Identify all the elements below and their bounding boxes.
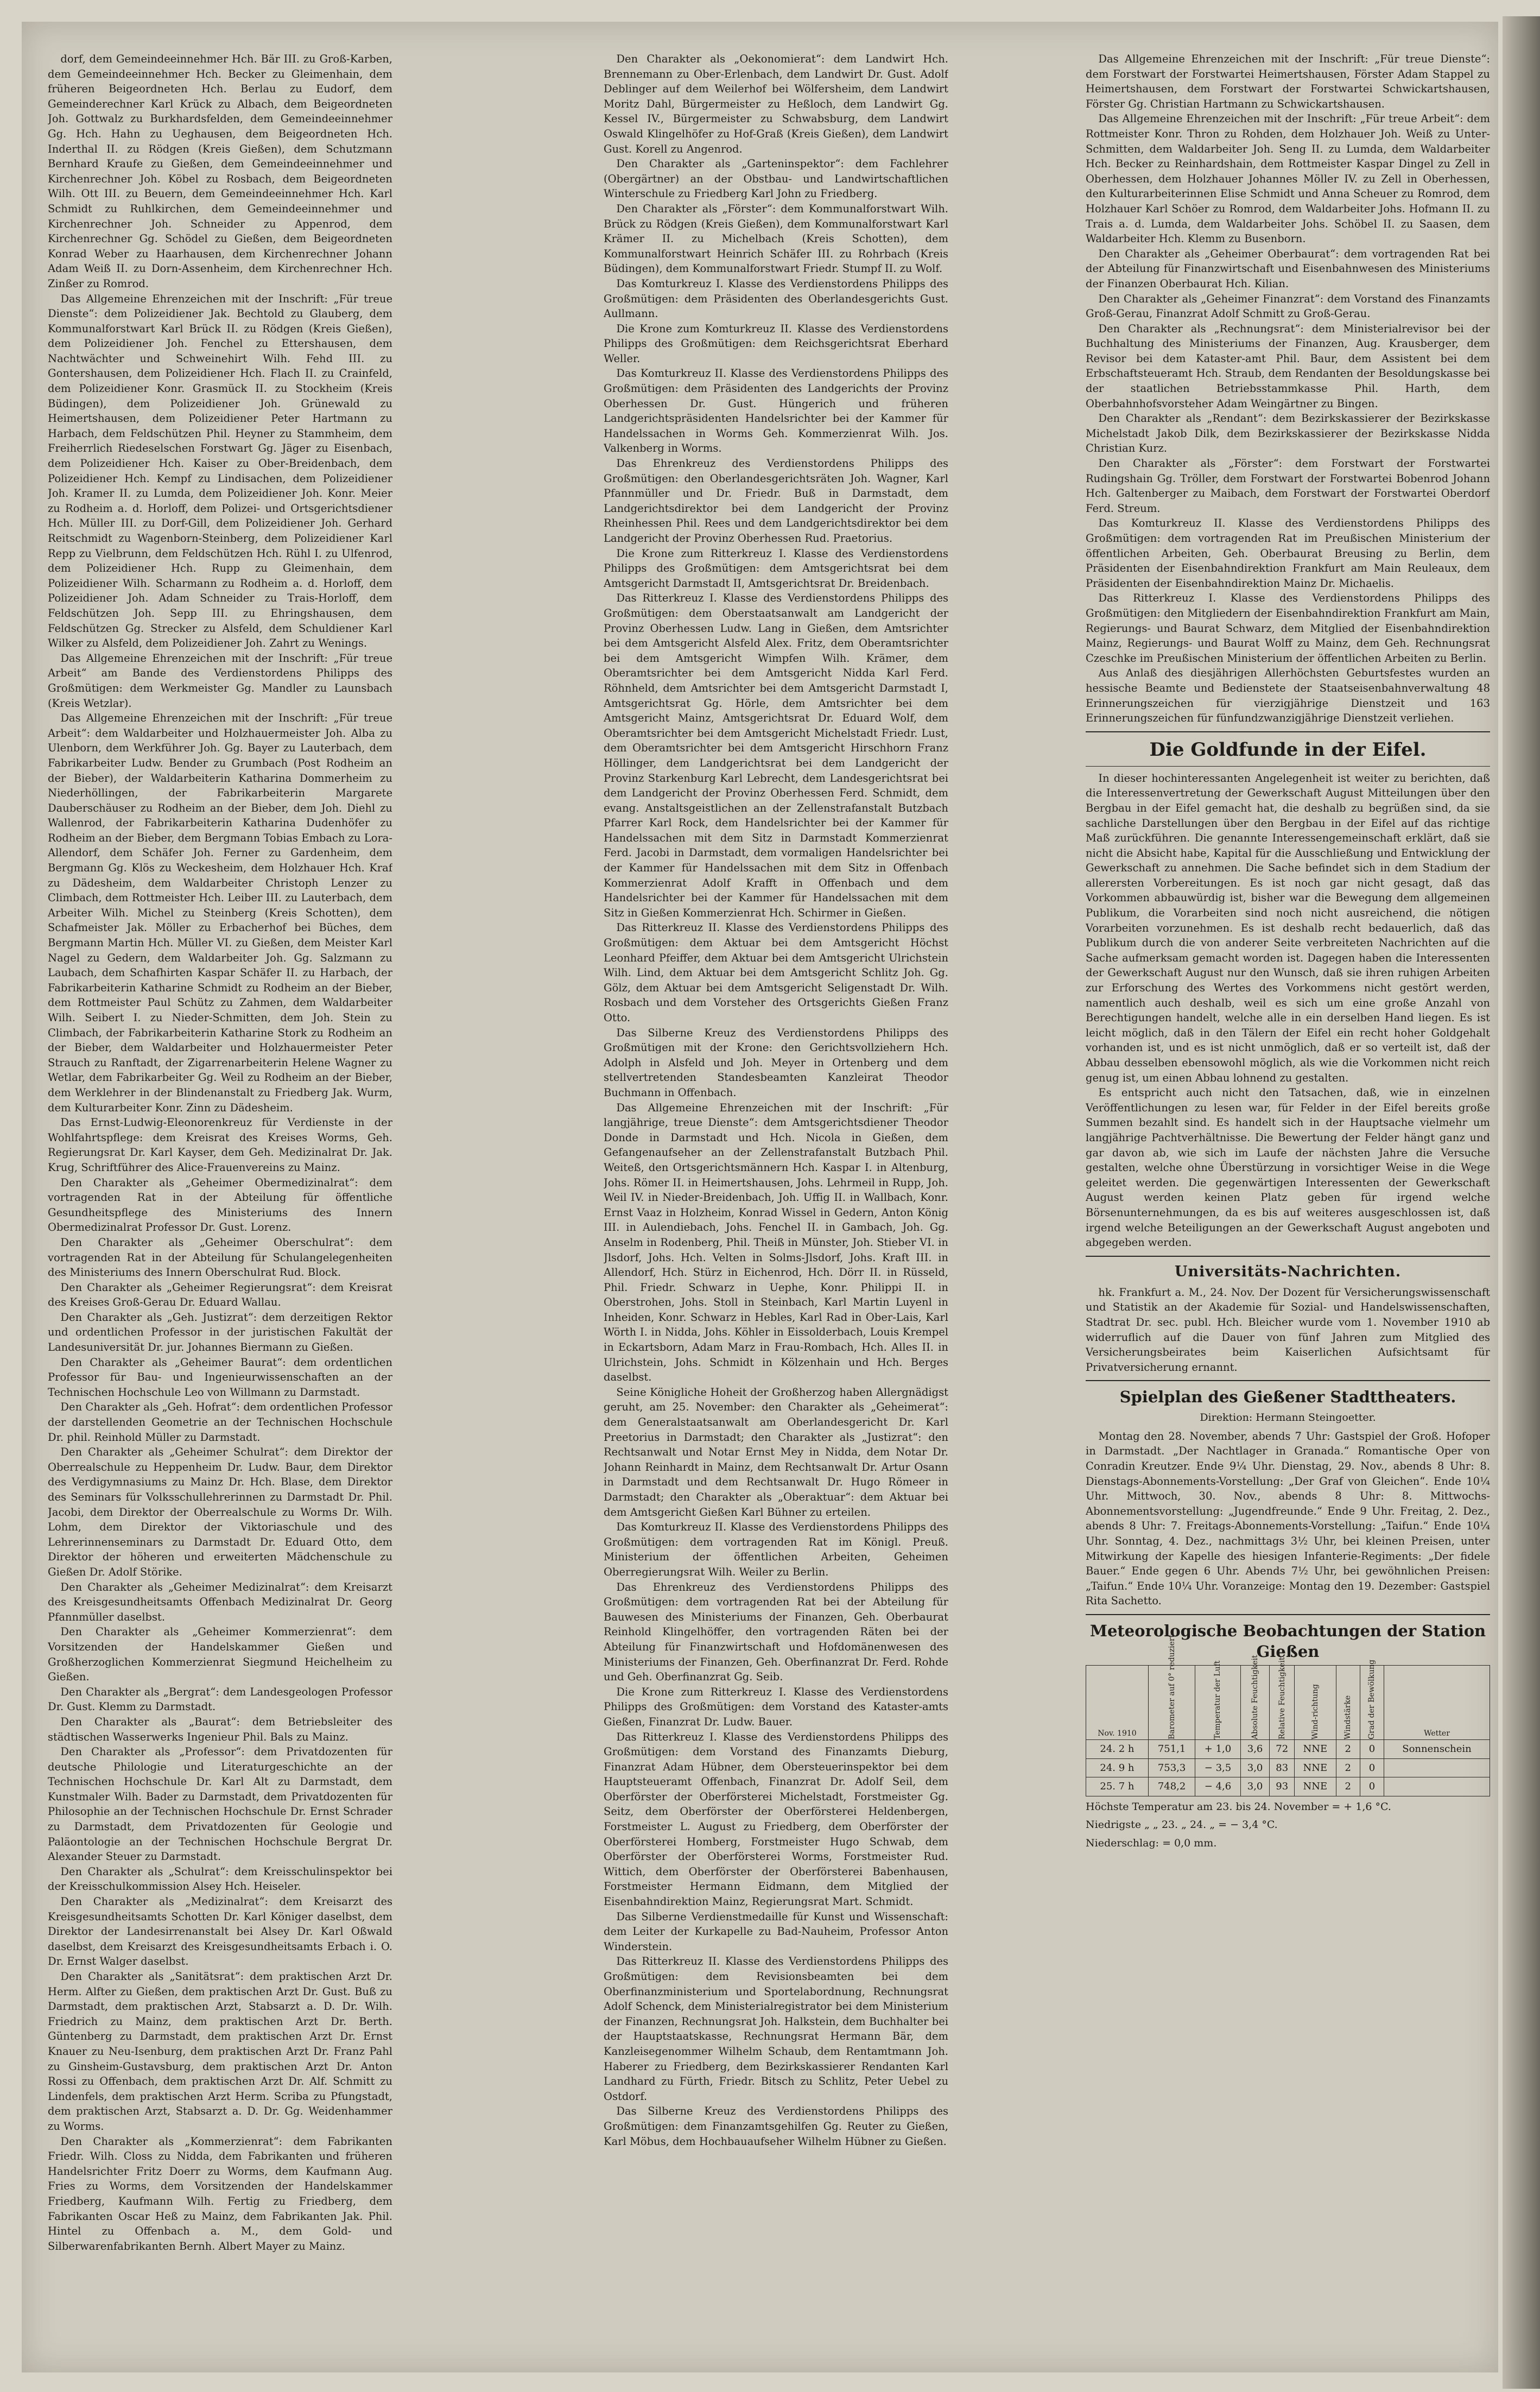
met-header-cell bbox=[1240, 1655, 1270, 1740]
theater-title: Spielplan des Gießener Stadttheaters. bbox=[1119, 1388, 1456, 1407]
paragraph: Das Komturkreuz II. Klasse des Verdienstordens Philipps des Großmütigen: dem Präsidenten des Landgerichts der Provinz Oberhessen Dr. Gust. Hüngerich und früheren Landgerichtspräsidenten Handelsrichter bei der Kammer für Handelssachen in Worms Geh. Kommerzienrat Wilh. Jos. Valkenberg in Worms. bbox=[604, 367, 948, 455]
met-cell: 93 bbox=[1270, 1777, 1295, 1796]
column-3 bbox=[1086, 52, 1490, 2359]
met-header-label: Wind-richtung bbox=[1310, 1684, 1320, 1739]
met-row bbox=[1086, 1777, 1490, 1796]
met-cell: 2 bbox=[1336, 1740, 1360, 1759]
met-high: Höchste Temperatur am 23. bis 24. November = + 1,6 °C. bbox=[1086, 1800, 1391, 1813]
met-cell: Sonnenschein bbox=[1384, 1740, 1490, 1759]
paragraph: Das Komturkreuz II. Klasse des Verdienstordens Philipps des Großmütigen: dem vortragenden Rat im Königl. Preuß. Ministerium der öffentlichen Arbeiten, Geheimen Oberregierungsrat Wilh. Weiler zu Berlin. bbox=[604, 1521, 948, 1578]
paragraph: Den Charakter als „Kommerzienrat“: dem Fabrikanten Friedr. Wilh. Closs zu Nidda, dem Fabrikanten und früheren Handelsrichter Fritz Doerr zu Worms, dem Kaufmann Aug. Fries zu Worms, dem Vorsitzenden der Handelskammer Friedberg, Kaufmann Wilh. Fertig zu Friedberg, dem Fabrikanten Oscar Heß zu Mainz, dem Fabrikanten Jak. Phil. Hintel zu Offenbach a. M., dem Gold- und Silberwarenfabrikanten Bernh. Albert Mayer zu Mainz. bbox=[48, 2135, 392, 2252]
paragraph: Das Ritterkreuz I. Klasse des Verdienstordens Philipps des Großmütigen: dem Oberstaatsanwalt am Landgericht der Provinz Oberhessen Ludw. Lang in Gießen, dem Amtsrichter bei dem Amtsgericht Alsfeld Alex. Fritz, dem Oberamtsrichter bei dem Amtsgericht Wimpfen Wilh. Krämer, dem Oberamtsrichter bei dem Amtsgericht Nidda Karl Ferd. Röhnheld, dem Amtsrichter bei dem Amtsgericht Darmstadt I, Amtsgerichtsrat Gg. Hörle, dem Amtsrichter bei dem Amtsgericht Mainz, Amtsgerichtsrat Dr. Eduard Wolf, dem Oberamtsrichter bei dem Amtsgericht Michelstadt Friedr. Lust, dem Oberamtsrichter bei dem Amtsgericht Hirschhorn Franz Höllinger, dem Landgerichtsrat bei dem Landgericht der Provinz Starkenburg Karl Lebrecht, dem Landesgerichtsrat bei dem Landgericht der Provinz Oberhessen Ferd. Schmidt, dem evang. Anstaltsgeistlichen an der Zellenstrafanstalt Butzbach Pfarrer Karl Rock, dem Handelsrichter bei der Kammer für Handelssachen mit dem Sitz in Darmstadt Kommerzienrat Ferd. Jacobi in Darmstadt, dem vormaligen Handelsrichter bei der Kammer für Handelssachen mit dem Sitz in Offenbach Kommerzienrat Adolf Krafft in Offenbach und dem Handelsrichter bei der Kammer für Handelssachen mit dem Sitz in Gießen Kommerzienrat Hch. Schirmer in Gießen. bbox=[604, 592, 948, 919]
paragraph: Den Charakter als „Geheimer Regierungsrat“: dem Kreisrat des Kreises Groß-Gerau Dr. Eduard Wallau. bbox=[48, 1281, 392, 1309]
paragraph: Den Charakter als „Geheimer Medizinalrat“: dem Kreisarzt des Kreisgesundheitsamts Offenbach Medizinalrat Dr. Georg Pfannmüller daselbst. bbox=[48, 1580, 392, 1623]
paragraph: Das Allgemeine Ehrenzeichen mit der Inschrift: „Für langjährige, treue Dienste“: dem Amtsgerichtsdiener Theodor Donde in Darmstadt und Hch. Nicola in Gießen, dem Gefangenaufseher an der Zellenstrafanstalt Butzbach Phil. Weiteß, den Ortsgerichtsmännern Hch. Kaspar I. in Altenburg, Johs. Römer II. in Heimertshausen, Johs. Lehrmeil in Rupp, Joh. Weil IV. in Nieder-Breidenbach, Joh. Uffig II. in Wallbach, Konr. Ernst Vaaz in Holzheim, Konrad Wissel in Gedern, Anton König III. in Aulendiebach, Johs. Fenchel II. in Gambach, Joh. Gg. Anselm in Rodenberg, Phil. Theiß in Münster, Joh. Stieber VI. in Jlsdorf, Johs. Hch. Velten in Solms-Jlsdorf, Johs. Kraft III. in Allendorf, Hch. Stürz in Eichenrod, Hch. Dörr II. in Rüsseld, Phil. Friedr. Schwarz in Uephe, Konr. Philippi II. in Oberstrohen, Johs. Stoll in Steinbach, Karl Martin Luyenl in Inheiden, Konr. Schwarz in Hebles, Karl Rad in Ober-Lais, Karl Wörth I. in Nidda, Johs. Köhler in Eissolderbach, Louis Krempel in Eckartsborn, Adam Marz in Frau-Rombach, Hch. Alles II. in Ulrichstein, Johs. Schmidt in Kölzenhain und Hch. Berges daselbst. bbox=[604, 1101, 948, 1384]
met-header-cell bbox=[1195, 1660, 1240, 1740]
met-header-cell bbox=[1336, 1666, 1360, 1740]
divider bbox=[1086, 1256, 1490, 1257]
met-cell: 0 bbox=[1360, 1777, 1384, 1796]
paragraph: dorf, dem Gemeindeeinnehmer Hch. Bär III. zu Groß-Karben, dem Gemeindeeinnehmer Hch. Becker zu Gleimenhain, dem früheren Beigeordneten Hch. Berlau zu Eudorf, dem Gemeinderechner Karl Krück zu Albach, dem Beigeordneten Joh. Gottwalz zu Burkhardsfelden, dem Gemeindeeinnehmer Gg. Hch. Hahn zu Ueghausen, dem Beigeordneten Hch. Inderthal II. zu Rödgen (Kreis Gießen), dem Schutzmann Bernhard Kraufe zu Gießen, dem Gemeindeeinnehmer und Kirchenrechner Joh. Köbel zu Rosbach, dem Beigeordneten Wilh. Ott III. zu Beuern, dem Gemeindeeinnehmer Hch. Karl Schmidt zu Ruhlkirchen, dem Gemeindeeinnehmer und Kirchenrechner Joh. Schneider zu Appenrod, dem Kirchenrechner Gg. Schödel zu Gießen, dem Beigeordneten Konrad Weber zu Haarhausen, dem Kirchenrechner Johann Adam Weiß II. zu Dorn-Assenheim, dem Kirchenrechner Hch. Zinßer zu Romrod. bbox=[48, 53, 392, 290]
met-cell: NNE bbox=[1294, 1758, 1336, 1777]
paragraph: Das Ernst-Ludwig-Eleonorenkreuz für Verdienste in der Wohlfahrtspflege: dem Kreisrat des Kreises Worms, Geh. Regierungsrat Dr. Karl Kayser, dem Geh. Medizinalrat Dr. Jak. Krug, Schriftführer des Alice-Frauenvereins zu Mainz. bbox=[48, 1116, 392, 1174]
paragraph: Seine Königliche Hoheit der Großherzog haben Allergnädigst geruht, am 25. November: den Charakter als „Geheimerat“: dem Generalstaatsanwalt am Oberlandesgericht Dr. Karl Preetorius in Darmstadt; den Charakter als „Justizrat“: den Rechtsanwalt und Notar Ernst Mey in Nidda, dem Notar Dr. Johann Reinhardt in Mainz, dem Rechtsanwalt Dr. Artur Osann in Darmstadt und dem Rechtsanwalt Dr. Hugo Römeer in Darmstadt; den Charakter als „Oberaktuar“: dem Aktuar bei dem Amtsgericht Gießen Karl Bühner zu erteilen. bbox=[604, 1385, 948, 1518]
met-cell: 3,0 bbox=[1240, 1758, 1270, 1777]
met-low: Niedrigste „ „ 23. „ 24. „ = − 3,4 °C. bbox=[1086, 1819, 1278, 1831]
uni-title: Universitäts-Nachrichten. bbox=[1174, 1263, 1402, 1280]
theater-text: Montag den 28. November, abends 7 Uhr: Gastspiel der Groß. Hofoper in Darmstadt. „Der Nachtlager in Granada.“ Romantische Oper von Conradin Kreutzer. Ende 9¼ Uhr. Dienstag, 29. Nov., abends 8 Uhr: 8. Dienstags-Abonnements-Vorstellung: „Der Graf von Gleichen“. Ende 10¼ Uhr. Mittwoch, 30. Nov., abends 8 Uhr: 8. Mittwochs-Abonnementsvorstellung: „Jugendfreunde.“ Ende 9 Uhr. Freitag, 2. Dez., abends 8 Uhr: 7. Freitags-Abonnements-Vorstellung: „Taifun.“ Ende 10¼ Uhr. Sonntag, 4. Dez., nachmittags 3½ Uhr, bei kleinen Preisen, unter Mitwirkung der Kapelle des hiesigen Infanterie-Regiments: „Der fidele Bauer.“ Ende gegen 6 Uhr. Abends 7½ Uhr, bei gewöhnlichen Preisen: „Taifun.“ Ende 10¼ Uhr. Voranzeige: Montag den 19. Dezember: Gastspiel Rita Sachetto. bbox=[1086, 1429, 1490, 1608]
paragraph: Den Charakter als „Sanitätsrat“: dem praktischen Arzt Dr. Herm. Alfter zu Gießen, dem praktischen Arzt Dr. Gust. Buß zu Darmstadt, dem praktischen Arzt, Stabsarzt a. D. Dr. Wilh. Friedrich zu Mainz, dem praktischen Arzt Dr. Berth. Güntenberg zu Darmstadt, dem praktischen Arzt Dr. Ernst Knauer zu Neu-Isenburg, dem praktischen Arzt Dr. Franz Pahl zu Ginsheim-Gustavsburg, dem praktischen Arzt Dr. Anton Rossi zu Offenbach, dem praktischen Arzt Dr. Alf. Schmitt zu Lindenfels, dem praktischen Arzt Herm. Scriba zu Pfungstadt, dem praktischen Arzt, Stabsarzt a. D. Dr. Gg. Weidenhammer zu Worms. bbox=[48, 1970, 392, 2132]
met-header-label: Absolute Feuchtigkeit bbox=[1251, 1655, 1260, 1739]
met-cell: NNE bbox=[1294, 1777, 1336, 1796]
paragraph: Das Allgemeine Ehrenzeichen mit der Inschrift: „Für treue Dienste“: dem Polizeidiener Jak. Bechtold zu Glauberg, dem Kommunalforstwart Karl Brück II. zu Rödgen (Kreis Gießen), dem Polizeidiener Joh. Fenchel zu Ettershausen, dem Nachtwächter und Schweinehirt Wilh. Fehd III. zu Gontershausen, dem Polizeidiener Hch. Flach II. zu Crainfeld, dem Polizeidiener Konr. Grasmück II. zu Stockheim (Kreis Büdingen), dem Polizeidiener Joh. Grünewald zu Heimertshausen, dem Polizeidiener Peter Hartmann zu Harbach, dem Feldschützen Phil. Heyner zu Stammheim, dem Freiherrlich Riedeselschen Forstwart Gg. Jäger zu Eisenbach, dem Polizeidiener Hch. Kaiser zu Ober-Breidenbach, dem Polizeidiener Hch. Kempf zu Lindisachen, dem Polizeidiener Joh. Kramer II. zu Lumda, dem Polizeidiener Joh. Konr. Meier zu Rodheim a. d. Horloff, dem Polizei- und Ortsgerichtsdiener Hch. Müller III. zu Dorf-Gill, dem Polizeidiener Joh. Gerhard Reitschmidt zu Wagenborn-Steinberg, dem Polizeidiener Karl Repp zu Vielbrunn, dem Feldschützen Hch. Rühl I. zu Ulfenrod, dem Polizeidiener Hch. Rupp zu Gleimenhain, dem Polizeidiener Wilh. Scharmann zu Rodheim a. d. Horloff, dem Polizeidiener Joh. Adam Schneider zu Trais-Horloff, dem Feldschützen Joh. Sepp III. zu Ehringshausen, dem Feldschützen Gg. Strecker zu Alsfeld, dem Schuldiener Karl Wilker zu Alsfeld, dem Polizeidiener Joh. Zahrt zu Wenings. bbox=[48, 292, 392, 650]
paragraph: Den Charakter als „Förster“: dem Forstwart der Forstwartei Rudingshain Gg. Tröller, dem Forstwart der Forstwartei Bobenrod Johann Hch. Galtenberger zu Maibach, dem Forstwart der Forstwartei Oberdorf Ferd. Streum. bbox=[1086, 457, 1490, 515]
column-2 bbox=[604, 52, 948, 2359]
paragraph: Das Ritterkreuz I. Klasse des Verdienstordens Philipps des Großmütigen: dem Vorstand des Finanzamts Dieburg, Finanzrat Adam Hübner, dem Obersteuerinspektor bei dem Hauptsteueramt Offenbach, Finanzrat Dr. Adolf Seil, dem Oberförster der Oberförsterei Michelstadt, Forstmeister Gg. Seitz, dem Oberförster der Oberförsterei Heldenbergen, Forstmeister L. August zu Friedberg, dem Oberförster der Oberförsterei Homberg, Forstmeister Hugo Schwab, dem Oberförster der Oberförsterei Worms, Forstmeister Rud. Wittich, dem Oberförster der Oberförsterei Babenhausen, Forstmeister Hermann Eidmann, dem Mitglied der Eisenbahndirektion Mainz, Regierungsrat Mart. Schmidt. bbox=[604, 1730, 948, 1908]
paragraph: Das Allgemeine Ehrenzeichen mit der Inschrift: „Für treue Arbeit“: dem Waldarbeiter und Holzhauermeister Joh. Alba zu Ulenborn, dem Werkführer Joh. Gg. Bayer zu Lauterbach, dem Fabrikarbeiter Ludw. Bender zu Grumbach (Post Rodheim an der Bieber), der Waldarbeiterin Katharina Dommerheim zu Niederhöllingen, der Fabrikarbeiterin Margarete Dauberschäuser zu Rodheim an der Bieber, dem Joh. Diehl zu Wallenrod, der Fabrikarbeiterin Katharina Dudenhöfer zu Rodheim an der Bieber, dem Bergmann Tobias Embach zu Lora-Allendorf, dem Schäfer Joh. Ferner zu Gardenheim, dem Bergmann Gg. Klös zu Weckesheim, dem Holzhauer Hch. Kraf zu Dädesheim, dem Waldarbeiter Christoph Lenzer zu Climbach, dem Rottmeister Hch. Leiber III. zu Lauterbach, dem Arbeiter Wilh. Michel zu Steinberg (Kreis Schotten), dem Schafmeister Jak. Möller zu Erbacherhof bei Büches, dem Bergmann Martin Hch. Müller VI. zu Gießen, dem Meister Karl Nagel zu Gedern, dem Waldarbeiter Joh. Gg. Salzmann zu Laubach, dem Schafhirten Kaspar Schäfer II. zu Harbach, der Fabrikarbeiterin Katharine Schmidt zu Rodheim an der Bieber, dem Rottmeister Paul Schütz zu Zahmen, dem Waldarbeiter Wilh. Seibert I. zu Nieder-Schmitten, dem Joh. Stein zu Climbach, der Fabrikarbeiterin Katharine Stork zu Rodheim an der Bieber, dem Waldarbeiter und Holzhauermeister Peter Strauch zu Ranftadt, der Zigarrenarbeiterin Helene Wagner zu Wetlar, dem Fabrikarbeiter Gg. Weil zu Rodheim an der Bieber, dem Werklehrer in der Blindenanstalt zu Friedberg Jak. Wurm, dem Kulturarbeiter Konr. Zinn zu Dädesheim. bbox=[48, 712, 392, 1114]
paragraph: Das Ritterkreuz I. Klasse des Verdienstordens Philipps des Großmütigen: den Mitgliedern der Eisenbahndirektion Frankfurt am Main, Regierungs- und Baurat Schwarz, dem Mitglied der Eisenbahndirektion Mainz, Regierungs- und Baurat Wolff zu Mainz, dem Geh. Rechnungsrat Czeschke im Preußischen Ministerium der öffentlichen Arbeiten zu Berlin. bbox=[1086, 592, 1490, 665]
paragraph: Das Ehrenkreuz des Verdienstordens Philipps des Großmütigen: dem vortragenden Rat bei der Abteilung für Bauwesen des Ministeriums der Finanzen, Geh. Oberbaurat Reinhold Klingelhöffer, den vortragenden Räten bei der Abteilung für Finanzwirtschaft und Hofdomänenwesen des Ministeriums der Finanzen, Geh. Oberfinanzrat Dr. Ferd. Rohde und Geh. Oberfinanzrat Gg. Seib. bbox=[604, 1580, 948, 1684]
met-header-label: Temperatur der Luft bbox=[1213, 1660, 1222, 1739]
met-cell: + 1,0 bbox=[1195, 1740, 1240, 1759]
met-cell: 3,6 bbox=[1240, 1740, 1270, 1759]
met-row bbox=[1086, 1740, 1490, 1759]
paragraph: Den Charakter als „Bergrat“: dem Landesgeologen Professor Dr. Gust. Klemm zu Darmstadt. bbox=[48, 1685, 392, 1713]
met-cell: 0 bbox=[1360, 1758, 1384, 1777]
uni-text: hk. Frankfurt a. M., 24. Nov. Der Dozent für Versicherungswissenschaft und Statistik an der Akademie für Sozial- und Handelswissenschaften, Stadtrat Dr. sec. publ. Hch. Bleicher wurde vom 1. November 1910 ab widerruflich auf die Dauer von fünf Jahren zum Mitglied des Versicherungsbeirates beim Kaiserlichen Aufsichtsamt für Privatversicherung ernannt. bbox=[1086, 1286, 1490, 1374]
paragraph: Das Allgemeine Ehrenzeichen mit der Inschrift: „Für treue Arbeit“: dem Rottmeister Konr. Thron zu Rohden, dem Holzhauer Joh. Weiß zu Unter-Schmitten, dem Waldarbeiter Joh. Seng II. zu Lumda, dem Waldarbeiter Hch. Becker zu Reinhardshain, dem Rottmeister Kaspar Dingel zu Zell in Oberhessen, dem Holzhauer Johannes Möller IV. zu Zell in Oberhessen, den Kulturarbeiterinnen Elise Schmidt und Anna Scheuer zu Romrod, dem Holzhauer Karl Schöer zu Romrod, dem Waldarbeiter Johs. Hofmann II. zu Trais a. d. Lumda, dem Waldarbeiter Johs. Schöbel II. zu Saasen, dem Waldarbeiter Hch. Klemm zu Busenborn. bbox=[1086, 112, 1490, 245]
paragraph: Den Charakter als „Geheimer Finanzrat“: dem Vorstand des Finanzamts Groß-Gerau, Finanzrat Adolf Schmitt zu Groß-Gerau. bbox=[1086, 292, 1490, 320]
paragraph: Die Krone zum Ritterkreuz I. Klasse des Verdienstordens Philipps des Großmütigen: dem Amtsgerichtsrat bei dem Amtsgericht Darmstadt II, Amtsgerichtsrat Dr. Breidenbach. bbox=[604, 547, 948, 590]
paragraph: Das Ritterkreuz II. Klasse des Verdienstordens Philipps des Großmütigen: dem Aktuar bei dem Amtsgericht Höchst Leonhard Pfeiffer, dem Aktuar bei dem Amtsgericht Ulrichstein Wilh. Lind, dem Aktuar bei dem Amtsgericht Schlitz Joh. Gg. Gölz, dem Aktuar bei dem Amtsgericht Seligenstadt Dr. Wilh. Rosbach und dem Vorsteher des Ortsgerichts Gießen Franz Otto. bbox=[604, 921, 948, 1024]
met-title: Meteorologische Beobachtungen der Station Gießen bbox=[1089, 1622, 1486, 1661]
met-header-cell bbox=[1148, 1634, 1195, 1740]
paragraph: Den Charakter als „Förster“: dem Kommunalforstwart Wilh. Brück zu Rödgen (Kreis Gießen), dem Kommunalforstwart Karl Krämer II. zu Michelbach (Kreis Schotten), dem Kommunalforstwart Heinrich Schäfer III. zu Rohrbach (Kreis Büdingen), dem Kommunalforstwart Friedr. Stumpf II. zu Wolf. bbox=[604, 202, 948, 275]
met-header-label: Windstärke bbox=[1343, 1695, 1353, 1739]
met-cell: 24. 9 h bbox=[1086, 1758, 1149, 1777]
met-cell: 25. 7 h bbox=[1086, 1777, 1149, 1796]
met-cell: − 4,6 bbox=[1195, 1777, 1240, 1796]
paragraph: Den Charakter als „Professor“: dem Privatdozenten für deutsche Philologie und Literaturgeschichte an der Technischen Hochschule Dr. Karl Alt zu Darmstadt, dem Kunstmaler Wilh. Bader zu Darmstadt, dem Privatdozenten für Philosophie an der Technischen Hochschule Dr. Ernst Schrader zu Darmstadt, dem Privatdozenten für Geologie und Paläontologie an der Technischen Hochschule Bergrat Dr. Alexander Steuer zu Darmstadt. bbox=[48, 1745, 392, 1863]
met-cell: 2 bbox=[1336, 1758, 1360, 1777]
column-3-paragraphs bbox=[1086, 52, 1490, 726]
eifel-title: Die Goldfunde in der Eifel. bbox=[1149, 738, 1427, 761]
met-header-cell bbox=[1294, 1666, 1336, 1740]
paragraph: Den Charakter als „Schulrat“: dem Kreisschulinspektor bei der Kreisschulkommission Alsey Hch. Heiseler. bbox=[48, 1865, 392, 1893]
divider bbox=[1086, 731, 1490, 732]
paragraph: Den Charakter als „Geheimer Baurat“: dem ordentlichen Professor für Bau- und Ingenieurwissenschaften an der Technischen Hochschule Leo von Willmann zu Darmstadt. bbox=[48, 1356, 392, 1399]
met-cell bbox=[1384, 1777, 1490, 1796]
met-body bbox=[1086, 1740, 1490, 1796]
paragraph: Das Komturkreuz I. Klasse des Verdienstordens Philipps des Großmütigen: dem Präsidenten des Oberlandesgerichts Gust. Aullmann. bbox=[604, 277, 948, 320]
divider bbox=[1086, 1380, 1490, 1381]
met-cell: 0 bbox=[1360, 1740, 1384, 1759]
met-header-label: Relative Feuchtigkeit bbox=[1277, 1657, 1286, 1739]
eifel-text: In dieser hochinteressanten Angelegenheit ist weiter zu berichten, daß die Interessenvertretung der Gewerkschaft August Mitteilungen über den Bergbau in der Eifel gemacht hat, die deshalb zu begrüßen sind, da sie sachliche Darstellungen über den Bergbau in der Eifel auf das richtige Maß zurückführen. Die genannte Interessengemeinschaft erklärt, daß sie nicht die Absicht habe, Kapital für die Ausschließung und Entwicklung der Gewerkschaft zu annehmen. Die Sache befindet sich in dem Stadium der allerersten Vorbereitungen. Es ist noch gar nicht gesagt, daß das Vorkommen abbauwürdig ist, bisher war die Bewegung dem allgemeinen Publikum, die Vorarbeiten sind noch nicht ausreichend, die nötigen Vorarbeiten vorzunehmen. Es ist deshalb recht bedauerlich, daß das Publikum durch die von anderer Seite verbreiteten Nachrichten auf die Sache aufmerksam gemacht worden ist. Dagegen haben die Interessenten der Gewerkschaft August nur den Wunsch, daß sie ihren ruhigen Arbeiten zur Erforschung des Wertes des Vorkommens nicht gestört werden, namentlich auch deshalb, weil es sich um eine große Anzahl von Berechtigungen handelt, welche alle in ein derselben Hand liegen. Es ist leicht möglich, daß in den Tälern der Eifel ein recht hoher Goldgehalt vorhanden ist, und es ist nicht unmöglich, daß er so verteilt ist, daß der Abbau desselben ebensowohl möglich, als wie die Vorkommen nicht reich genug ist, um einen Abbau lohnend zu gestalten. bbox=[1086, 771, 1490, 1084]
paragraph: Den Charakter als „Garteninspektor“: dem Fachlehrer (Obergärtner) an der Obstbau- und Landwirtschaftlichen Winterschule zu Friedberg Karl John zu Friedberg. bbox=[604, 157, 948, 200]
divider bbox=[1086, 766, 1490, 767]
paragraph: Das Allgemeine Ehrenzeichen mit der Inschrift: „Für treue Dienste“: dem Forstwart der Forstwartei Heimertshausen, Förster Adam Stappel zu Heimertshausen, dem Forstwart der Forstwartei Schwickartshausen, Förster Gg. Christian Hartmann zu Schwickartshausen. bbox=[1086, 53, 1490, 110]
met-header-cell: Nov. 1910 bbox=[1086, 1666, 1149, 1740]
met-header-cell bbox=[1360, 1660, 1384, 1740]
paragraph: Den Charakter als „Geheimer Kommerzienrat“: dem Vorsitzenden der Handelskammer Gießen und Großherzoglichen Kommerzienrat Siegmund Heichelheim zu Gießen. bbox=[48, 1625, 392, 1684]
paragraph: Den Charakter als „Geheimer Schulrat“: dem Direktor der Oberrealschule zu Heppenheim Dr. Ludw. Baur, dem Direktor des Verdigymnasiums zu Mainz Dr. Hch. Blase, dem Direktor des Seminars für Volksschullehrerinnen zu Darmstadt Dr. Phil. Jacobi, dem Direktor der Oberrealschule zu Worms Dr. Wilh. Lohm, dem Direktor der Viktoriaschule und des Lehrerinnenseminars zu Darmstadt Dr. Eduard Otto, dem Direktor der höheren und erweiterten Mädchenschule zu Gießen Dr. Adolf Störike. bbox=[48, 1446, 392, 1578]
paragraph: Die Krone zum Ritterkreuz I. Klasse des Verdienstordens Philipps des Großmütigen: dem Vorstand des Kataster-amts Gießen, Finanzrat Dr. Ludw. Bauer. bbox=[604, 1685, 948, 1728]
paragraph: Aus Anlaß des diesjährigen Allerhöchsten Geburtsfestes wurden an hessische Beamte und Bedienstete der Staatseisenbahnverwaltung 48 Erinnerungszeichen für vierzigjährige Dienstzeit und 163 Erinnerungszeichen für fünfundzwanzigjährige Dienstzeit verliehen. bbox=[1086, 667, 1490, 725]
paragraph: Den Charakter als „Oekonomierat“: dem Landwirt Hch. Brennemann zu Ober-Erlenbach, dem Landwirt Dr. Gust. Adolf Deblinger auf dem Weilerhof bei Wölfersheim, dem Landwirt Moritz Dahl, Bürgermeister zu Heßloch, dem Landwirt Gg. Kessel IV., Bürgermeister zu Schwabsburg, dem Landwirt Oswald Klingelhöfer zu Hof-Graß (Kreis Gießen), dem Landwirt Gust. Korell zu Angenrod. bbox=[604, 53, 948, 155]
met-cell: NNE bbox=[1294, 1740, 1336, 1759]
paragraph: Den Charakter als „Geh. Hofrat“: dem ordentlichen Professor der darstellenden Geometrie an der Technischen Hochschule Dr. phil. Reinhold Müller zu Darmstadt. bbox=[48, 1401, 392, 1444]
eifel-text-2: Es entspricht auch nicht den Tatsachen, daß, wie in einzelnen Veröffentlichungen zu lesen war, für Felder in der Eifel bereits große Summen bezahlt sind. Es handelt sich in der Hauptsache vielmehr um langjährige Pachtverhältnisse. Die Bewertung der Felder hängt ganz und gar davon ab, wie sich im Laufe der nächsten Jahre die Versuche gestalten, welche ohne Überstürzung in vorsichtiger Weise in die Wege geleitet werden. Die gegenwärtigen Interessenten der Gewerkschaft August werden keinen Platz geben für irgend welche Börsenunternehmungen, da es bis auf weiteres ausgeschlossen ist, daß irgend welche Beteiligungen an der Gewerkschaft August angeboten und abgegeben werden. bbox=[1086, 1086, 1490, 1249]
paragraph: Das Ritterkreuz II. Klasse des Verdienstordens Philipps des Großmütigen: dem Revisionsbeamten bei dem Oberfinanzministerium und Sportelabordnung, Rechnungsrat Adolf Schenck, dem Ministerialregistrator bei dem Ministerium der Finanzen, Rechnungsrat Joh. Halkstein, dem Buchhalter bei der Hauptstaatskasse, Rechnungsrat Hermann Bär, dem Kanzleisegenommer Wilhelm Schaub, dem Rentamtmann Joh. Haberer zu Friedberg, dem Bezirkskassierer Rendanten Karl Landhard zu Fürth, Friedr. Bitsch zu Schlitz, Peter Uebel zu Ostdorf. bbox=[604, 1955, 948, 2103]
met-precip: Niederschlag: = 0,0 mm. bbox=[1086, 1837, 1217, 1849]
met-cell: 72 bbox=[1270, 1740, 1295, 1759]
theater-direction: Direktion: Hermann Steingoetter. bbox=[1200, 1412, 1376, 1424]
page-edge bbox=[1503, 16, 1540, 2389]
paragraph: Den Charakter als „Geh. Justizrat“: dem derzeitigen Rektor und ordentlichen Professor in der juristischen Fakultät der Landesuniversität Dr. jur. Johannes Biermann zu Gießen. bbox=[48, 1311, 392, 1354]
paragraph: Den Charakter als „Baurat“: dem Betriebsleiter des städtischen Wasserwerks Ingenieur Phil. Bals zu Mainz. bbox=[48, 1715, 392, 1743]
met-header-label: Barometer auf 0° reduziert bbox=[1167, 1634, 1176, 1739]
met-cell: 753,3 bbox=[1148, 1758, 1195, 1777]
divider bbox=[1086, 1614, 1490, 1615]
paragraph: Das Allgemeine Ehrenzeichen mit der Inschrift: „Für treue Arbeit“ am Bande des Verdienstordens Philipps des Großmütigen: dem Werkmeister Gg. Mandler zu Launsbach (Kreis Wetzlar). bbox=[48, 651, 392, 710]
paragraph: Den Charakter als „Rendant“: dem Bezirkskassierer der Bezirkskasse Michelstadt Jakob Dilk, dem Bezirkskassierer der Bezirkskasse Nidda Christian Kurz. bbox=[1086, 412, 1490, 455]
met-cell: 748,2 bbox=[1148, 1777, 1195, 1796]
met-cell: 24. 2 h bbox=[1086, 1740, 1149, 1759]
met-header-cell: Wetter bbox=[1384, 1666, 1490, 1740]
paragraph: Den Charakter als „Geheimer Oberbaurat“: dem vortragenden Rat bei der Abteilung für Finanzwirtschaft und Eisenbahnwesen des Ministeriums der Finanzen Oberbaurat Hch. Kilian. bbox=[1086, 247, 1490, 290]
paragraph: Den Charakter als „Geheimer Oberschulrat“: dem vortragenden Rat in der Abteilung für Schulangelegenheiten des Ministeriums des Innern Oberschulrat Rud. Block. bbox=[48, 1236, 392, 1279]
paragraph: Den Charakter als „Medizinalrat“: dem Kreisarzt des Kreisgesundheitsamts Schotten Dr. Karl Königer daselbst, dem Direktor der Landesirrenanstalt bei Alsey Dr. Karl Oßwald daselbst, dem Kreisarzt des Kreisgesundheitsamts Erbach i. O. Dr. Ernst Walger daselbst. bbox=[48, 1895, 392, 1968]
paragraph: Die Krone zum Komturkreuz II. Klasse des Verdienstordens Philipps des Großmütigen: dem Reichsgerichtsrat Eberhard Weller. bbox=[604, 322, 948, 365]
paragraph: Das Komturkreuz II. Klasse des Verdienstordens Philipps des Großmütigen: dem vortragenden Rat im Preußischen Ministerium der öffentlichen Arbeiten, Geh. Oberbaurat Breusing zu Berlin, dem Präsidenten der Eisenbahndirektion Frankfurt am Main Reuleaux, dem Präsidenten der Eisenbahndirektion Mainz Dr. Michaelis. bbox=[1086, 517, 1490, 590]
met-cell: 2 bbox=[1336, 1777, 1360, 1796]
met-row bbox=[1086, 1758, 1490, 1777]
met-cell: 83 bbox=[1270, 1758, 1295, 1777]
paragraph: Den Charakter als „Rechnungsrat“: dem Ministerialrevisor bei der Buchhaltung des Ministeriums der Finanzen, Aug. Krausberger, dem Revisor bei dem Kataster-amt Phil. Baur, dem Assistent bei dem Erbschaftsteueramt Hch. Straub, dem Rendanten der Besoldungskasse bei der staatlichen Betriebsstammkasse Phil. Harth, dem Oberbahnhofsvorsteher Adam Weingärtner zu Bingen. bbox=[1086, 322, 1490, 410]
paragraph: Das Silberne Kreuz des Verdienstordens Philipps des Großmütigen mit der Krone: den Gerichtsvollziehern Hch. Adolph in Alsfeld und Joh. Meyer in Ortenberg und dem stellvertretenden Standesbeamten Kanzleirat Theodor Buchmann in Offenbach. bbox=[604, 1026, 948, 1099]
met-header-cell bbox=[1270, 1657, 1295, 1740]
met-cell: 3,0 bbox=[1240, 1777, 1270, 1796]
paragraph: Den Charakter als „Geheimer Obermedizinalrat“: dem vortragenden Rat in der Abteilung für öffentliche Gesundheitspflege des Ministeriums des Innern Obermedizinalrat Professor Dr. Gust. Lorenz. bbox=[48, 1176, 392, 1234]
met-header-row bbox=[1086, 1666, 1490, 1740]
paragraph: Das Ehrenkreuz des Verdienstordens Philipps des Großmütigen: den Oberlandesgerichtsräten Joh. Wagner, Karl Pfannmüller und Dr. Friedr. Buß in Darmstadt, dem Landgerichtsdirektor bei dem Landgericht der Provinz Rheinhessen Phil. Rees und dem Landgerichtsdirektor bei dem Landgericht der Provinz Oberhessen Rud. Praetorius. bbox=[604, 457, 948, 545]
paragraph: Das Silberne Verdienstmedaille für Kunst und Wissenschaft: dem Leiter der Kurkapelle zu Bad-Nauheim, Professor Anton Winderstein. bbox=[604, 1910, 948, 1953]
met-cell bbox=[1384, 1758, 1490, 1777]
met-cell: − 3,5 bbox=[1195, 1758, 1240, 1777]
met-header-label: Grad der Bewölkung bbox=[1367, 1660, 1377, 1739]
met-cell: 751,1 bbox=[1148, 1740, 1195, 1759]
paragraph: Das Silberne Kreuz des Verdienstordens Philipps des Großmütigen: dem Finanzamtsgehilfen Gg. Reuter zu Gießen, Karl Möbus, dem Hochbauaufseher Wilhelm Hübner zu Gießen. bbox=[604, 2105, 948, 2148]
column-1 bbox=[48, 52, 392, 2359]
